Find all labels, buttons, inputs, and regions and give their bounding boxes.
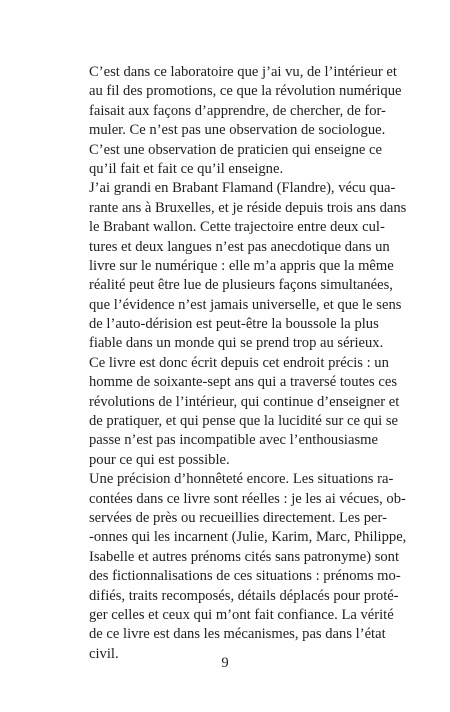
- text-line: livre sur le numérique : elle m’a appris que la même: [89, 257, 394, 274]
- text-line: Une précision d’honnêteté encore. Les situations ra-: [89, 471, 394, 488]
- text-line: civil.: [89, 645, 119, 662]
- text-line: de ce livre est dans les mécanismes, pas dans l’état: [89, 626, 386, 643]
- text-line: qu’il fait et fait ce qu’il enseigne.: [89, 160, 284, 177]
- text-line: J’ai grandi en Brabant Flamand (Flandre), vécu qua-: [89, 180, 396, 197]
- paragraph: [89, 179, 407, 354]
- text-line: ger celles et ceux qui m’ont fait confiance. La vérité: [89, 606, 394, 623]
- text-line: révolutions de l’intérieur, qui continue d’enseigner et: [89, 393, 400, 410]
- page-body: [89, 63, 407, 664]
- text-line: le Brabant wallon. Cette trajectoire entre deux cul-: [89, 219, 385, 236]
- paragraph: [89, 63, 402, 179]
- text-line: servées de près ou recueillies directement. Les per-: [89, 509, 387, 526]
- text-line: -onnes qui les incarnent (Julie, Karim, Marc, Philippe,: [89, 529, 407, 546]
- text-line: contées dans ce livre sont réelles : je les ai vécues, ob-: [89, 490, 406, 507]
- text-line: des fictionnalisations de ces situations : prénoms mo-: [89, 568, 401, 585]
- text-line: Ce livre est donc écrit depuis cet endroit précis : un: [89, 354, 389, 371]
- text-line: C’est dans ce laboratoire que j’ai vu, de l’intérieur et: [89, 64, 397, 80]
- text-line: au fil des promotions, ce que la révolution numérique: [89, 83, 402, 100]
- text-line: C’est une observation de praticien qui enseigne ce: [89, 141, 382, 158]
- text-line: réalité peut être lue de plusieurs façons simultanées,: [89, 277, 393, 294]
- text-line: de l’auto-dérision est peut-être la boussole la plus: [89, 316, 379, 333]
- text-line: de pratiquer, et qui pense que la lucidité sur ce qui se: [89, 413, 399, 430]
- text-line: homme de soixante-sept ans qui a traversé toutes ces: [89, 374, 397, 391]
- text-line: Isabelle et autres prénoms cités sans patronyme) sont: [89, 548, 400, 565]
- text-line: rante ans à Bruxelles, et je réside depuis trois ans dans: [89, 199, 407, 216]
- text-line: pour ce qui est possible.: [89, 451, 230, 468]
- text-line: faisait aux façons d’apprendre, de chercher, de for-: [89, 102, 386, 119]
- text-line: muler. Ce n’est pas une observation de sociologue.: [89, 122, 386, 139]
- paragraph: [89, 470, 407, 664]
- text-line: fiable dans un monde qui se prend trop au sérieux.: [89, 335, 384, 352]
- text-line: difiés, traits recomposés, détails déplacés pour proté-: [89, 587, 399, 604]
- page-number: 9: [221, 655, 229, 671]
- text-line: que l’évidence n’est jamais universelle, et que le sens: [89, 296, 402, 313]
- text-line: passe n’est pas incompatible avec l’enthousiasme: [89, 432, 378, 449]
- paragraph: [89, 354, 400, 470]
- text-line: tures et deux langues n’est pas anecdotique dans un: [89, 238, 390, 255]
